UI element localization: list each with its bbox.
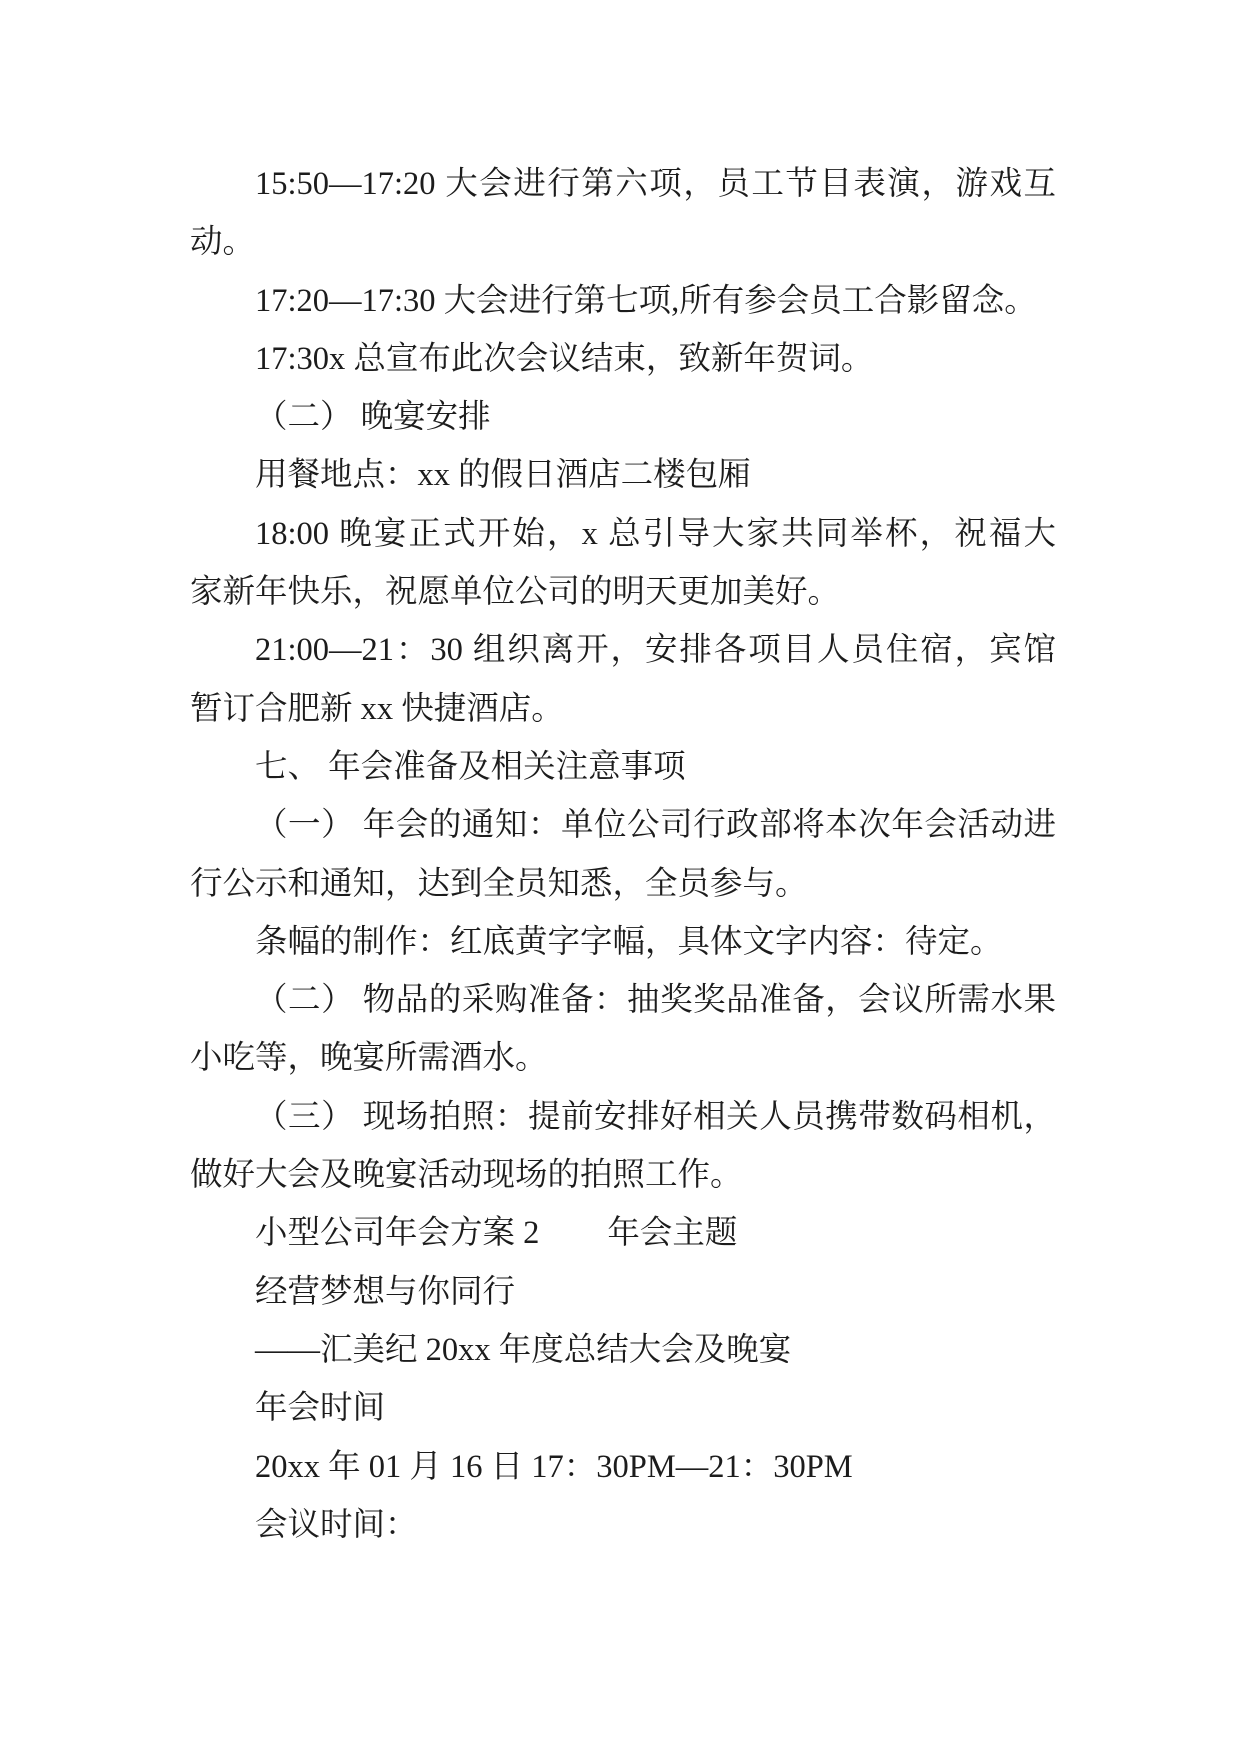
- text-line: 小吃等，晚宴所需酒水。: [190, 1040, 548, 1077]
- photo-item: [190, 1088, 1056, 1205]
- section-heading-dinner: [190, 388, 1056, 446]
- text-line: [190, 1204, 1056, 1262]
- time-value: [190, 1438, 1056, 1496]
- agenda-item-performance: [190, 155, 1056, 272]
- time-heading: [190, 1379, 1056, 1437]
- text-line: 15:50—17:20 大会进行第六项，员工节目表演，游戏互: [255, 166, 1056, 202]
- text-line: （一） 年会的通知：单位公司行政部将本次年会活动进: [255, 807, 1056, 844]
- text-line: 会议时间：: [255, 1506, 418, 1543]
- text-line: （二） 物品的采购准备：抽奖奖品准备，会议所需水果: [255, 982, 1056, 1019]
- notice-item: [190, 796, 1056, 913]
- agenda-item-closing: [190, 330, 1056, 388]
- text-line: 经营梦想与你同行: [255, 1273, 516, 1310]
- text-line: 20xx 年 01 月 16 日 17：30PM—21：30PM: [255, 1448, 853, 1485]
- text-line: 行公示和通知，达到全员知悉，全员参与。: [190, 865, 808, 902]
- text-line: 21:00—21：30 组织离开，安排各项目人员住宿，宾馆: [255, 632, 1056, 669]
- purchase-item: [190, 971, 1056, 1088]
- plan-theme-label: 年会主题: [607, 1215, 738, 1252]
- text-line: 17:30x 总宣布此次会议结束，致新年贺词。: [255, 340, 874, 377]
- text-line: 动。: [190, 224, 256, 261]
- banner-item: [190, 913, 1056, 971]
- text-line: 年会时间: [255, 1390, 386, 1427]
- text-line: （三） 现场拍照：提前安排好相关人员携带数码相机，: [255, 1098, 1056, 1135]
- theme-subtitle: [190, 1321, 1056, 1379]
- text-line: 用餐地点：xx 的假日酒店二楼包厢: [255, 457, 751, 494]
- dinner-venue: [190, 446, 1056, 504]
- meeting-time-label: [190, 1496, 1056, 1554]
- dinner-start: [190, 505, 1056, 622]
- text-line: ——汇美纪 20xx 年度总结大会及晚宴: [255, 1331, 792, 1368]
- plan-title-text: 小型公司年会方案 2: [255, 1215, 540, 1252]
- text-line: 暂订合肥新 xx 快捷酒店。: [190, 690, 564, 727]
- text-line: 七、 年会准备及相关注意事项: [255, 748, 686, 785]
- text-line: 17:20—17:30 大会进行第七项,所有参会员工合影留念。: [255, 282, 1037, 319]
- text-line: 18:00 晚宴正式开始，x 总引导大家共同举杯，祝福大: [255, 515, 1056, 552]
- text-line: 家新年快乐，祝愿单位公司的明天更加美好。: [190, 574, 841, 611]
- document-body: [190, 155, 1056, 1554]
- plan-title: [190, 1204, 1056, 1262]
- dinner-departure: [190, 621, 1056, 738]
- agenda-item-group-photo: [190, 272, 1056, 330]
- text-line: 条幅的制作：红底黄字字幅，具体文字内容：待定。: [255, 923, 1003, 960]
- text-line: 做好大会及晚宴活动现场的拍照工作。: [190, 1157, 743, 1194]
- text-line: （二） 晚宴安排: [255, 399, 491, 436]
- section-heading-preparation: [190, 738, 1056, 796]
- theme-text: [190, 1263, 1056, 1321]
